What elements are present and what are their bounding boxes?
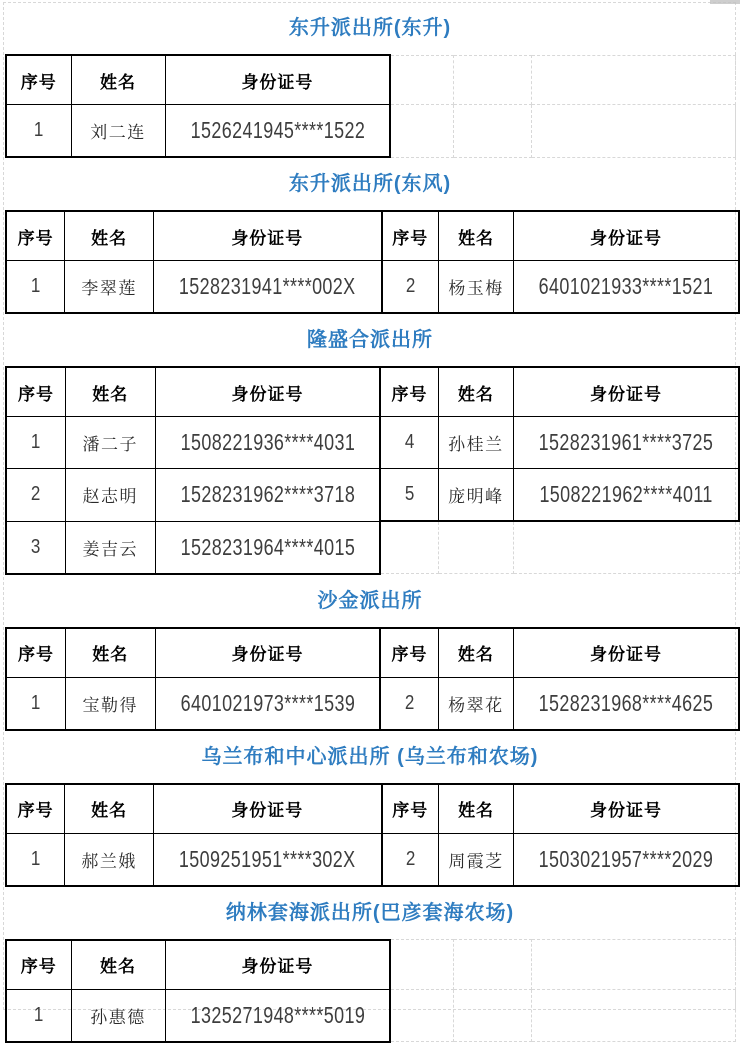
id-number: 1528231964****4015 xyxy=(180,533,355,560)
name-cell xyxy=(438,677,513,730)
serial-number: 1 xyxy=(31,431,41,453)
header-id: 身份证号 xyxy=(514,367,739,417)
table-row xyxy=(6,833,739,886)
header-serial: 序号 xyxy=(6,367,66,417)
section-table xyxy=(5,210,740,314)
section xyxy=(0,575,740,731)
section-title-row xyxy=(0,314,740,366)
section-title-row xyxy=(0,731,740,783)
header-name: 姓名 xyxy=(439,211,514,261)
name-cell xyxy=(71,989,165,1042)
name-cell xyxy=(71,105,165,158)
section-title-row xyxy=(0,158,740,210)
id-number: 1528231962****3718 xyxy=(180,481,355,508)
name-cell xyxy=(66,469,155,522)
section-title: 乌兰布和中心派出所 (乌兰布和农场) xyxy=(201,745,539,768)
person-name: 刘二连 xyxy=(90,123,146,142)
header-serial: 序号 xyxy=(382,784,439,834)
id-number: 1528231941****002X xyxy=(179,273,356,299)
empty-cell xyxy=(380,521,438,574)
id-cell xyxy=(514,833,739,886)
header-name: 姓名 xyxy=(438,367,513,417)
person-name: 庞明峰 xyxy=(448,487,504,506)
serial-cell xyxy=(6,469,66,522)
id-number: 1528231968****4625 xyxy=(538,689,714,716)
empty-cell xyxy=(453,105,531,158)
person-name: 赵志明 xyxy=(82,487,139,507)
empty-cell xyxy=(453,55,531,105)
serial-number: 2 xyxy=(31,483,41,506)
section-title-row xyxy=(0,2,740,54)
section-title-row xyxy=(0,887,740,939)
serial-number: 3 xyxy=(31,535,41,558)
header-serial: 序号 xyxy=(6,628,66,678)
id-number: 1503021957****2029 xyxy=(538,845,714,872)
name-cell xyxy=(438,469,513,522)
table-row xyxy=(6,417,739,469)
serial-number: 1 xyxy=(30,275,41,297)
header-name: 姓名 xyxy=(66,628,155,678)
id-number: 1509251951****302X xyxy=(179,845,356,872)
person-name: 杨玉梅 xyxy=(448,279,504,298)
id-cell xyxy=(165,989,390,1042)
serial-number: 2 xyxy=(405,847,416,870)
serial-cell xyxy=(382,833,439,886)
name-cell xyxy=(66,521,155,574)
serial-cell xyxy=(6,677,66,730)
empty-cell xyxy=(390,989,453,1042)
person-name: 李翠莲 xyxy=(81,279,137,298)
empty-cell xyxy=(438,521,513,574)
header-id: 身份证号 xyxy=(165,940,390,990)
header-id: 身份证号 xyxy=(514,628,739,678)
name-cell xyxy=(438,417,513,469)
name-cell xyxy=(66,677,155,730)
header-name: 姓名 xyxy=(65,784,154,834)
id-cell xyxy=(514,417,739,469)
name-cell xyxy=(65,261,154,314)
serial-cell xyxy=(380,469,438,522)
person-name: 宝勒得 xyxy=(82,695,139,715)
table-row xyxy=(6,469,739,522)
id-number: 1508221962****4011 xyxy=(539,481,713,507)
section-title: 纳林套海派出所(巴彦套海农场) xyxy=(225,901,515,924)
serial-cell xyxy=(6,261,65,314)
id-cell xyxy=(155,521,380,574)
id-cell xyxy=(165,105,390,158)
header-name: 姓名 xyxy=(71,940,165,990)
header-serial: 序号 xyxy=(382,211,439,261)
serial-number: 1 xyxy=(31,691,41,714)
section-title: 东升派出所(东升) xyxy=(288,17,452,39)
table-row xyxy=(6,521,739,574)
section-table xyxy=(5,627,740,731)
serial-cell xyxy=(6,833,65,886)
serial-number: 1 xyxy=(30,847,41,870)
id-number: 1508221936****4031 xyxy=(180,429,355,455)
header-id: 身份证号 xyxy=(155,628,380,678)
section-title: 沙金派出所 xyxy=(317,589,423,612)
empty-cell xyxy=(390,105,453,158)
empty-cell xyxy=(453,989,531,1042)
serial-cell xyxy=(6,105,71,158)
serial-cell xyxy=(6,417,66,469)
person-name: 杨翠花 xyxy=(448,695,504,715)
serial-cell xyxy=(380,677,438,730)
header-id: 身份证号 xyxy=(165,55,390,105)
section-table xyxy=(5,366,740,575)
header-row xyxy=(6,628,739,678)
person-name: 郝兰娥 xyxy=(81,851,137,871)
section-table xyxy=(5,54,736,158)
table-row xyxy=(6,105,735,158)
serial-number: 1 xyxy=(34,119,44,141)
empty-cell xyxy=(514,521,739,574)
id-cell xyxy=(514,677,739,730)
id-number: 6401021973****1539 xyxy=(180,689,355,716)
header-row xyxy=(6,940,735,990)
name-cell xyxy=(439,833,514,886)
header-serial: 序号 xyxy=(380,628,438,678)
section-table xyxy=(5,939,736,1043)
section xyxy=(0,731,740,887)
section-title: 隆盛合派出所 xyxy=(307,329,433,351)
header-id: 身份证号 xyxy=(154,784,382,834)
id-cell xyxy=(155,677,380,730)
empty-cell xyxy=(531,105,735,158)
header-id: 身份证号 xyxy=(514,784,739,834)
header-row xyxy=(6,367,739,417)
person-name: 孙桂兰 xyxy=(448,435,504,454)
person-name: 姜吉云 xyxy=(82,539,139,559)
empty-cell xyxy=(390,940,453,990)
header-serial: 序号 xyxy=(380,367,438,417)
person-name: 潘二子 xyxy=(82,435,139,454)
table-row xyxy=(6,677,739,730)
header-name: 姓名 xyxy=(66,367,155,417)
name-cell xyxy=(66,417,155,469)
id-cell xyxy=(514,261,739,314)
serial-cell xyxy=(6,989,71,1042)
section xyxy=(0,887,740,1043)
section-title: 东升派出所(东风) xyxy=(288,173,452,195)
id-number: 1325271948****5019 xyxy=(190,1001,365,1028)
section xyxy=(0,2,740,158)
header-row xyxy=(6,55,735,105)
id-number: 1526241945****1522 xyxy=(190,117,365,143)
header-name: 姓名 xyxy=(65,211,154,261)
header-name: 姓名 xyxy=(71,55,165,105)
serial-number: 2 xyxy=(404,691,415,714)
header-name: 姓名 xyxy=(439,784,514,834)
id-number: 1528231961****3725 xyxy=(538,429,714,455)
serial-cell xyxy=(6,521,66,574)
id-cell xyxy=(514,469,739,522)
header-serial: 序号 xyxy=(6,55,71,105)
empty-cell xyxy=(390,55,453,105)
id-cell xyxy=(155,469,380,522)
header-serial: 序号 xyxy=(6,784,65,834)
serial-number: 5 xyxy=(404,483,415,505)
section xyxy=(0,314,740,575)
person-name: 孙惠德 xyxy=(90,1007,146,1027)
section-table xyxy=(5,783,740,887)
id-cell xyxy=(154,833,382,886)
empty-cell xyxy=(453,940,531,990)
serial-cell xyxy=(380,417,438,469)
section xyxy=(0,158,740,314)
id-cell xyxy=(154,261,382,314)
section-title-row xyxy=(0,575,740,627)
header-row xyxy=(6,211,739,261)
header-serial: 序号 xyxy=(6,940,71,990)
id-cell xyxy=(155,417,380,469)
serial-number: 2 xyxy=(405,275,416,297)
header-serial: 序号 xyxy=(6,211,65,261)
empty-cell xyxy=(531,55,735,105)
name-cell xyxy=(65,833,154,886)
header-name: 姓名 xyxy=(438,628,513,678)
serial-number: 1 xyxy=(34,1003,44,1026)
header-row xyxy=(6,784,739,834)
id-number: 6401021933****1521 xyxy=(538,273,714,299)
table-row xyxy=(6,261,739,314)
empty-cell xyxy=(531,940,735,990)
header-id: 身份证号 xyxy=(154,211,382,261)
serial-number: 4 xyxy=(404,431,415,453)
name-cell xyxy=(439,261,514,314)
person-name: 周霞芝 xyxy=(448,851,504,871)
serial-cell xyxy=(382,261,439,314)
header-id: 身份证号 xyxy=(155,367,380,417)
empty-cell xyxy=(531,989,735,1042)
table-row xyxy=(6,989,735,1042)
header-id: 身份证号 xyxy=(514,211,739,261)
